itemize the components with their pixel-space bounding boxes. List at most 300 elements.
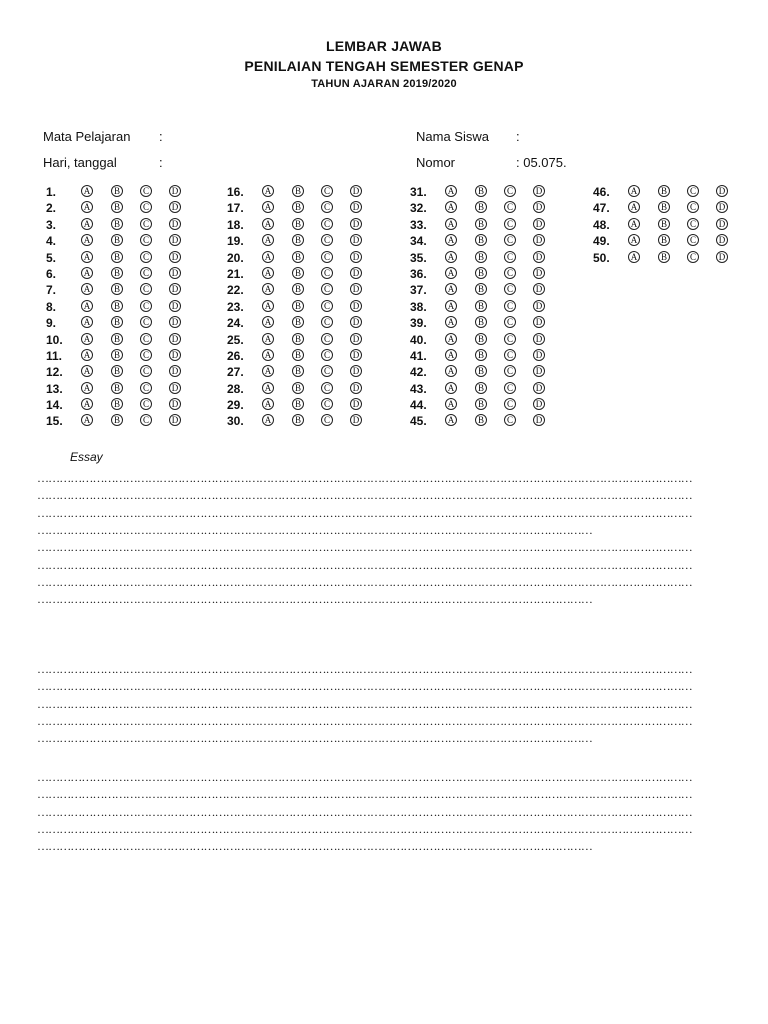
essay-line[interactable]: ……………………………………………………………………………………………………………………………………………………………: [37, 574, 692, 589]
question-number: 42.: [410, 365, 427, 380]
essay-line[interactable]: ……………………………………………………………………………………………………………………………………………………………: [37, 696, 692, 711]
answer-column: [410, 183, 585, 429]
option-bubble-a[interactable]: A: [81, 251, 93, 263]
question-number: 8.: [46, 299, 57, 314]
option-bubble-b[interactable]: B: [475, 251, 487, 263]
option-bubble-c[interactable]: C: [321, 349, 333, 361]
option-bubble-c[interactable]: C: [504, 382, 516, 394]
option-bubble-b[interactable]: B: [292, 185, 304, 197]
option-bubble-d[interactable]: D: [716, 185, 728, 197]
option-bubble-b[interactable]: B: [475, 201, 487, 213]
option-bubble-d[interactable]: D: [350, 414, 362, 426]
option-bubble-c[interactable]: C: [321, 365, 333, 377]
option-bubble-a[interactable]: A: [445, 365, 457, 377]
option-bubble-c[interactable]: C: [321, 267, 333, 279]
option-bubble-a[interactable]: A: [262, 283, 274, 295]
option-bubble-a[interactable]: A: [262, 218, 274, 230]
option-bubble-b[interactable]: B: [475, 234, 487, 246]
essay-line[interactable]: ……………………………………………………………………………………………………………………………………………………………: [37, 679, 692, 694]
essay-line[interactable]: ……………………………………………………………………………………………………………………………………………………………: [37, 471, 692, 485]
answer-row: [227, 396, 402, 412]
option-bubble-b[interactable]: B: [658, 251, 670, 263]
essay-line[interactable]: ……………………………………………………………………………………………………………………………………………………………: [37, 505, 692, 520]
option-bubble-a[interactable]: A: [628, 201, 640, 213]
option-bubble-d[interactable]: D: [716, 201, 728, 213]
answer-row: [410, 331, 585, 347]
option-bubble-d[interactable]: D: [533, 283, 545, 295]
essay-line[interactable]: ……………………………………………………………………………………………………………………………………: [37, 522, 593, 537]
option-bubble-a[interactable]: A: [81, 398, 93, 410]
option-bubble-b[interactable]: B: [292, 333, 304, 345]
question-number: 21.: [227, 266, 244, 281]
option-bubble-b[interactable]: B: [475, 382, 487, 394]
option-bubble-a[interactable]: A: [81, 267, 93, 279]
student-name-label: Nama Siswa: [416, 129, 489, 144]
option-bubble-c[interactable]: C: [321, 316, 333, 328]
question-number: 28.: [227, 381, 244, 396]
option-bubble-b[interactable]: B: [292, 365, 304, 377]
option-bubble-a[interactable]: A: [262, 185, 274, 197]
question-number: 40.: [410, 332, 427, 347]
option-bubble-d[interactable]: D: [533, 316, 545, 328]
option-bubble-b[interactable]: B: [292, 283, 304, 295]
option-bubble-a[interactable]: A: [628, 234, 640, 246]
option-bubble-c[interactable]: C: [321, 382, 333, 394]
option-bubble-d[interactable]: D: [350, 349, 362, 361]
question-number: 19.: [227, 234, 244, 249]
option-bubble-d[interactable]: D: [350, 316, 362, 328]
answer-row: [46, 265, 221, 281]
option-bubble-d[interactable]: D: [533, 349, 545, 361]
option-bubble-a[interactable]: A: [445, 234, 457, 246]
question-number: 11.: [46, 348, 63, 363]
option-bubble-d[interactable]: D: [533, 365, 545, 377]
option-bubble-c[interactable]: C: [140, 234, 152, 246]
question-number: 45.: [410, 414, 427, 429]
option-bubble-b[interactable]: B: [111, 218, 123, 230]
answer-row: [593, 199, 768, 215]
option-bubble-b[interactable]: B: [292, 349, 304, 361]
option-bubble-c[interactable]: C: [321, 251, 333, 263]
option-bubble-c[interactable]: C: [504, 316, 516, 328]
option-bubble-c[interactable]: C: [504, 267, 516, 279]
option-bubble-b[interactable]: B: [475, 316, 487, 328]
option-bubble-d[interactable]: D: [169, 398, 181, 410]
question-number: 5.: [46, 250, 57, 265]
option-bubble-a[interactable]: A: [81, 365, 93, 377]
option-bubble-a[interactable]: A: [81, 382, 93, 394]
option-bubble-d[interactable]: D: [533, 398, 545, 410]
option-bubble-d[interactable]: D: [350, 283, 362, 295]
option-bubble-c[interactable]: C: [140, 185, 152, 197]
question-number: 38.: [410, 299, 427, 314]
option-bubble-a[interactable]: A: [445, 349, 457, 361]
answer-row: [227, 281, 402, 297]
option-bubble-c[interactable]: C: [504, 218, 516, 230]
option-bubble-b[interactable]: B: [475, 300, 487, 312]
option-bubble-a[interactable]: A: [262, 267, 274, 279]
option-bubble-b[interactable]: B: [111, 333, 123, 345]
option-bubble-c[interactable]: C: [140, 382, 152, 394]
option-bubble-c[interactable]: C: [504, 300, 516, 312]
option-bubble-d[interactable]: D: [169, 365, 181, 377]
question-number: 2.: [46, 201, 57, 216]
option-bubble-d[interactable]: D: [169, 382, 181, 394]
option-bubble-b[interactable]: B: [292, 398, 304, 410]
option-bubble-b[interactable]: B: [292, 414, 304, 426]
question-number: 46.: [593, 185, 610, 199]
option-bubble-d[interactable]: D: [169, 414, 181, 426]
option-bubble-d[interactable]: D: [350, 398, 362, 410]
question-number: 14.: [46, 398, 63, 413]
option-bubble-a[interactable]: A: [628, 218, 640, 230]
answer-row: [46, 249, 221, 265]
question-number: 32.: [410, 201, 427, 216]
answer-row: [410, 412, 585, 428]
question-number: 13.: [46, 381, 63, 396]
question-number: 43.: [410, 381, 427, 396]
question-number: 23.: [227, 299, 244, 314]
option-bubble-c[interactable]: C: [504, 349, 516, 361]
answer-row: [227, 331, 402, 347]
option-bubble-b[interactable]: B: [475, 414, 487, 426]
option-bubble-a[interactable]: A: [81, 234, 93, 246]
option-bubble-c[interactable]: C: [321, 333, 333, 345]
question-number: 20.: [227, 250, 244, 265]
option-bubble-a[interactable]: A: [445, 300, 457, 312]
option-bubble-d[interactable]: D: [169, 218, 181, 230]
option-bubble-c[interactable]: C: [687, 234, 699, 246]
option-bubble-d[interactable]: D: [533, 218, 545, 230]
option-bubble-a[interactable]: A: [262, 365, 274, 377]
essay-line[interactable]: ……………………………………………………………………………………………………………………………………………………………: [37, 804, 692, 819]
answer-row: [46, 199, 221, 215]
answer-row: [227, 363, 402, 379]
option-bubble-d[interactable]: D: [169, 251, 181, 263]
option-bubble-a[interactable]: A: [628, 185, 640, 197]
option-bubble-a[interactable]: A: [445, 316, 457, 328]
option-bubble-b[interactable]: B: [475, 185, 487, 197]
option-bubble-b[interactable]: B: [292, 201, 304, 213]
option-bubble-b[interactable]: B: [111, 349, 123, 361]
option-bubble-d[interactable]: D: [350, 300, 362, 312]
answer-row: [410, 298, 585, 314]
answer-row: [410, 396, 585, 412]
essay-line[interactable]: ……………………………………………………………………………………………………………………………………………………………: [37, 557, 692, 572]
option-bubble-a[interactable]: A: [445, 398, 457, 410]
option-bubble-c[interactable]: C: [687, 185, 699, 197]
option-bubble-d[interactable]: D: [169, 283, 181, 295]
question-number: 35.: [410, 250, 427, 265]
answer-row: [593, 232, 768, 248]
answer-row: [46, 331, 221, 347]
question-number: 1.: [46, 185, 57, 199]
option-bubble-c[interactable]: C: [687, 251, 699, 263]
option-bubble-c[interactable]: C: [504, 333, 516, 345]
option-bubble-c[interactable]: C: [504, 365, 516, 377]
option-bubble-b[interactable]: B: [658, 218, 670, 230]
option-bubble-b[interactable]: B: [111, 382, 123, 394]
option-bubble-d[interactable]: D: [350, 201, 362, 213]
option-bubble-a[interactable]: A: [262, 382, 274, 394]
option-bubble-b[interactable]: B: [658, 234, 670, 246]
option-bubble-a[interactable]: A: [262, 300, 274, 312]
essay-line[interactable]: ……………………………………………………………………………………………………………………………………: [37, 731, 593, 746]
option-bubble-c[interactable]: C: [321, 300, 333, 312]
option-bubble-c[interactable]: C: [140, 333, 152, 345]
question-number: 4.: [46, 234, 57, 249]
subject-value: :: [159, 129, 163, 144]
question-number: 15.: [46, 414, 63, 429]
option-bubble-b[interactable]: B: [292, 300, 304, 312]
answer-row: [593, 216, 768, 232]
option-bubble-d[interactable]: D: [350, 251, 362, 263]
question-number: 3.: [46, 217, 57, 232]
option-bubble-c[interactable]: C: [321, 234, 333, 246]
option-bubble-c[interactable]: C: [321, 414, 333, 426]
answer-row: [46, 183, 221, 199]
option-bubble-c[interactable]: C: [504, 185, 516, 197]
essay-line[interactable]: ……………………………………………………………………………………………………………………………………………………………: [37, 713, 692, 728]
option-bubble-c[interactable]: C: [321, 283, 333, 295]
option-bubble-d[interactable]: D: [533, 333, 545, 345]
option-bubble-b[interactable]: B: [658, 201, 670, 213]
option-bubble-b[interactable]: B: [111, 251, 123, 263]
option-bubble-a[interactable]: A: [81, 185, 93, 197]
option-bubble-b[interactable]: B: [475, 398, 487, 410]
option-bubble-a[interactable]: A: [81, 218, 93, 230]
option-bubble-d[interactable]: D: [716, 234, 728, 246]
answer-row: [46, 281, 221, 297]
essay-line[interactable]: ……………………………………………………………………………………………………………………………………………………………: [37, 540, 692, 555]
option-bubble-c[interactable]: C: [504, 201, 516, 213]
option-bubble-a[interactable]: A: [445, 185, 457, 197]
question-number: 48.: [593, 217, 610, 232]
question-number: 50.: [593, 250, 610, 265]
answer-row: [410, 314, 585, 330]
option-bubble-a[interactable]: A: [81, 414, 93, 426]
question-number: 6.: [46, 266, 57, 281]
essay-line[interactable]: ……………………………………………………………………………………………………………………………………………………………: [37, 821, 692, 836]
option-bubble-b[interactable]: B: [292, 267, 304, 279]
option-bubble-d[interactable]: D: [533, 267, 545, 279]
option-bubble-d[interactable]: D: [533, 382, 545, 394]
option-bubble-c[interactable]: C: [140, 316, 152, 328]
option-bubble-d[interactable]: D: [716, 251, 728, 263]
option-bubble-a[interactable]: A: [262, 201, 274, 213]
option-bubble-b[interactable]: B: [475, 218, 487, 230]
option-bubble-a[interactable]: A: [262, 251, 274, 263]
option-bubble-c[interactable]: C: [687, 218, 699, 230]
day-date-label: Hari, tanggal: [43, 155, 117, 170]
answer-row: [410, 380, 585, 396]
option-bubble-c[interactable]: C: [504, 414, 516, 426]
page-title: LEMBAR JAWAB: [326, 38, 442, 54]
answer-row: [410, 232, 585, 248]
question-number: 24.: [227, 316, 244, 331]
essay-line[interactable]: ……………………………………………………………………………………………………………………………………………………………: [37, 770, 692, 784]
option-bubble-c[interactable]: C: [504, 251, 516, 263]
option-bubble-b[interactable]: B: [658, 185, 670, 197]
answer-row: [410, 281, 585, 297]
subject-label: Mata Pelajaran: [43, 129, 131, 144]
option-bubble-b[interactable]: B: [475, 333, 487, 345]
option-bubble-d[interactable]: D: [350, 185, 362, 197]
option-bubble-c[interactable]: C: [140, 300, 152, 312]
answer-row: [227, 347, 402, 363]
option-bubble-d[interactable]: D: [533, 300, 545, 312]
question-number: 39.: [410, 316, 427, 331]
essay-line[interactable]: ……………………………………………………………………………………………………………………………………………………………: [37, 488, 692, 503]
option-bubble-b[interactable]: B: [111, 234, 123, 246]
option-bubble-d[interactable]: D: [169, 333, 181, 345]
option-bubble-b[interactable]: B: [292, 218, 304, 230]
option-bubble-b[interactable]: B: [292, 234, 304, 246]
answer-row: [46, 347, 221, 363]
option-bubble-c[interactable]: C: [140, 251, 152, 263]
option-bubble-b[interactable]: B: [111, 283, 123, 295]
answer-row: [227, 249, 402, 265]
option-bubble-d[interactable]: D: [169, 300, 181, 312]
option-bubble-c[interactable]: C: [321, 218, 333, 230]
option-bubble-b[interactable]: B: [111, 414, 123, 426]
answer-row: [227, 232, 402, 248]
academic-year: TAHUN AJARAN 2019/2020: [311, 78, 457, 90]
option-bubble-a[interactable]: A: [445, 251, 457, 263]
option-bubble-a[interactable]: A: [81, 201, 93, 213]
option-bubble-d[interactable]: D: [533, 251, 545, 263]
option-bubble-b[interactable]: B: [111, 267, 123, 279]
option-bubble-b[interactable]: B: [475, 365, 487, 377]
option-bubble-b[interactable]: B: [111, 185, 123, 197]
option-bubble-d[interactable]: D: [169, 185, 181, 197]
option-bubble-d[interactable]: D: [716, 218, 728, 230]
option-bubble-c[interactable]: C: [140, 267, 152, 279]
option-bubble-a[interactable]: A: [81, 316, 93, 328]
option-bubble-d[interactable]: D: [169, 234, 181, 246]
answer-row: [46, 412, 221, 428]
option-bubble-c[interactable]: C: [140, 218, 152, 230]
option-bubble-a[interactable]: A: [628, 251, 640, 263]
option-bubble-a[interactable]: A: [81, 349, 93, 361]
option-bubble-c[interactable]: C: [504, 283, 516, 295]
option-bubble-d[interactable]: D: [533, 414, 545, 426]
question-number: 10.: [46, 332, 63, 347]
option-bubble-c[interactable]: C: [140, 349, 152, 361]
option-bubble-b[interactable]: B: [292, 382, 304, 394]
answer-row: [46, 396, 221, 412]
option-bubble-d[interactable]: D: [533, 234, 545, 246]
option-bubble-d[interactable]: D: [533, 185, 545, 197]
option-bubble-a[interactable]: A: [81, 283, 93, 295]
option-bubble-a[interactable]: A: [262, 398, 274, 410]
question-number: 22.: [227, 283, 244, 298]
question-number: 49.: [593, 234, 610, 249]
answer-row: [46, 298, 221, 314]
answer-row: [227, 380, 402, 396]
option-bubble-b[interactable]: B: [475, 283, 487, 295]
essay-line[interactable]: ……………………………………………………………………………………………………………………………………: [37, 839, 593, 854]
option-bubble-b[interactable]: B: [111, 201, 123, 213]
option-bubble-b[interactable]: B: [111, 300, 123, 312]
answer-row: [46, 232, 221, 248]
option-bubble-b[interactable]: B: [111, 316, 123, 328]
option-bubble-b[interactable]: B: [475, 349, 487, 361]
option-bubble-c[interactable]: C: [321, 398, 333, 410]
option-bubble-d[interactable]: D: [350, 333, 362, 345]
option-bubble-d[interactable]: D: [169, 201, 181, 213]
option-bubble-a[interactable]: A: [445, 267, 457, 279]
option-bubble-a[interactable]: A: [445, 218, 457, 230]
answer-row: [410, 347, 585, 363]
essay-label: Essay: [70, 450, 103, 464]
option-bubble-c[interactable]: C: [504, 234, 516, 246]
option-bubble-c[interactable]: C: [504, 398, 516, 410]
option-bubble-b[interactable]: B: [111, 398, 123, 410]
option-bubble-a[interactable]: A: [262, 316, 274, 328]
option-bubble-d[interactable]: D: [350, 234, 362, 246]
option-bubble-d[interactable]: D: [169, 267, 181, 279]
option-bubble-a[interactable]: A: [262, 333, 274, 345]
option-bubble-b[interactable]: B: [292, 316, 304, 328]
option-bubble-d[interactable]: D: [350, 365, 362, 377]
option-bubble-d[interactable]: D: [350, 382, 362, 394]
option-bubble-a[interactable]: A: [81, 300, 93, 312]
option-bubble-d[interactable]: D: [350, 218, 362, 230]
option-bubble-a[interactable]: A: [445, 382, 457, 394]
option-bubble-d[interactable]: D: [169, 349, 181, 361]
answer-row: [410, 363, 585, 379]
option-bubble-d[interactable]: D: [169, 316, 181, 328]
option-bubble-a[interactable]: A: [445, 333, 457, 345]
answer-row: [410, 265, 585, 281]
answer-row: [227, 216, 402, 232]
essay-line[interactable]: ……………………………………………………………………………………………………………………………………………………………: [37, 662, 692, 676]
option-bubble-a[interactable]: A: [262, 234, 274, 246]
option-bubble-c[interactable]: C: [140, 398, 152, 410]
option-bubble-c[interactable]: C: [321, 185, 333, 197]
option-bubble-b[interactable]: B: [111, 365, 123, 377]
question-number: 27.: [227, 365, 244, 380]
option-bubble-c[interactable]: C: [687, 201, 699, 213]
question-number: 18.: [227, 217, 244, 232]
option-bubble-c[interactable]: C: [140, 283, 152, 295]
option-bubble-a[interactable]: A: [445, 283, 457, 295]
question-number: 47.: [593, 201, 610, 216]
option-bubble-b[interactable]: B: [475, 267, 487, 279]
essay-line[interactable]: ……………………………………………………………………………………………………………………………………………………………: [37, 787, 692, 802]
option-bubble-a[interactable]: A: [262, 414, 274, 426]
option-bubble-c[interactable]: C: [321, 201, 333, 213]
option-bubble-a[interactable]: A: [262, 349, 274, 361]
option-bubble-a[interactable]: A: [81, 333, 93, 345]
question-number: 12.: [46, 365, 63, 380]
answer-column: [593, 183, 768, 265]
essay-line[interactable]: ……………………………………………………………………………………………………………………………………: [37, 592, 593, 607]
option-bubble-d[interactable]: D: [350, 267, 362, 279]
option-bubble-a[interactable]: A: [445, 201, 457, 213]
option-bubble-d[interactable]: D: [533, 201, 545, 213]
question-number: 7.: [46, 283, 57, 298]
option-bubble-a[interactable]: A: [445, 414, 457, 426]
question-number: 26.: [227, 348, 244, 363]
answer-row: [410, 216, 585, 232]
option-bubble-c[interactable]: C: [140, 414, 152, 426]
question-number: 16.: [227, 185, 244, 199]
option-bubble-c[interactable]: C: [140, 365, 152, 377]
option-bubble-c[interactable]: C: [140, 201, 152, 213]
option-bubble-b[interactable]: B: [292, 251, 304, 263]
